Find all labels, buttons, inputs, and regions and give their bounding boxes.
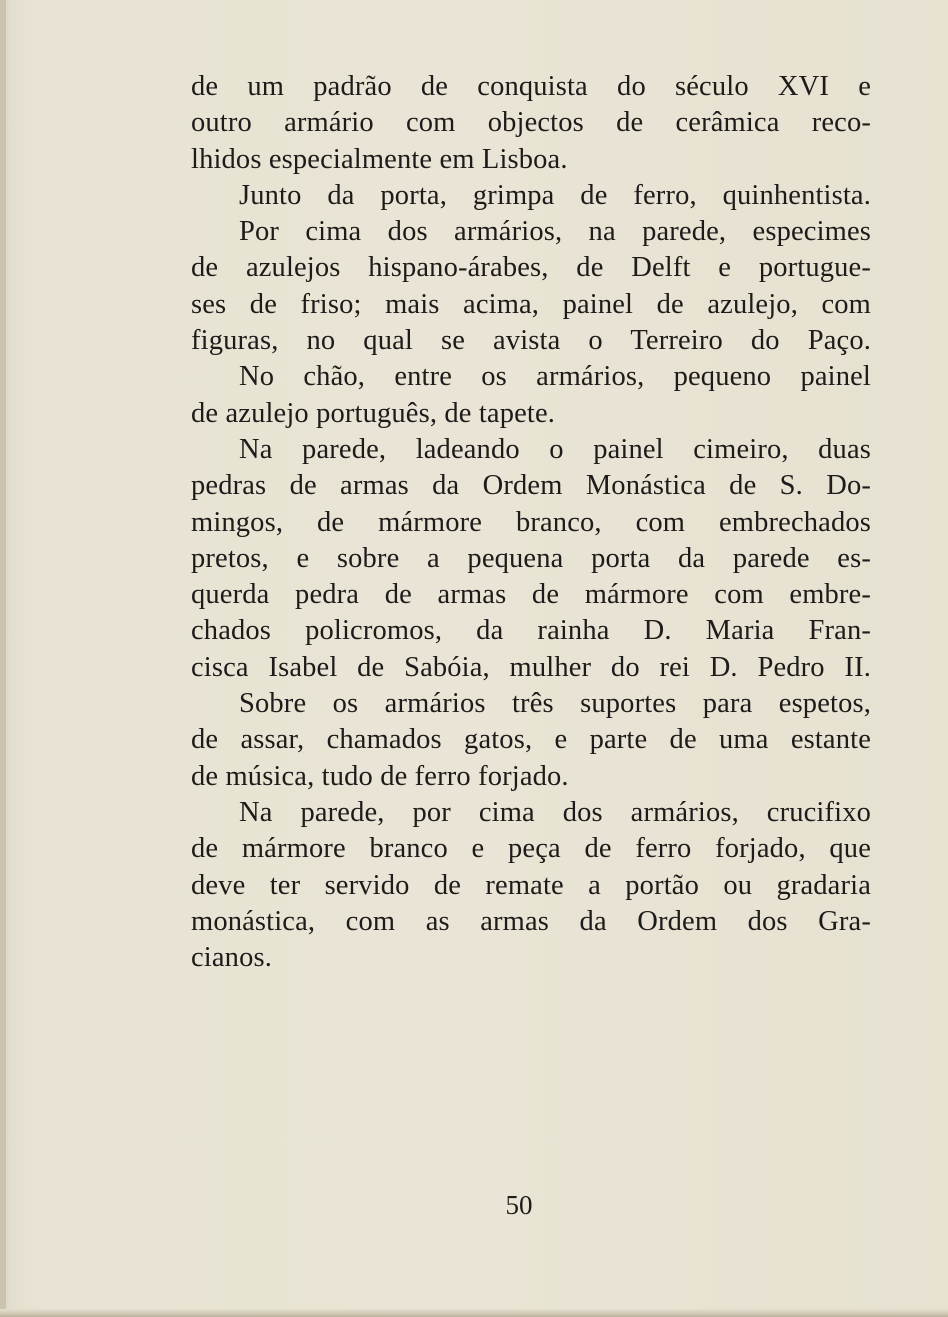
paragraph <box>191 432 871 686</box>
text-line: ses de friso; mais acima, painel de azulejo, com <box>191 288 871 320</box>
text-line: de um padrão de conquista do século XVI e <box>191 71 871 102</box>
text-line: de azulejo português, de tapete. <box>191 397 556 429</box>
text-line: pedras de armas da Ordem Monástica de S. Do- <box>191 470 871 502</box>
paragraph <box>191 69 871 178</box>
text-line: No chão, entre os armários, pequeno painel <box>239 361 871 393</box>
paragraph <box>191 795 871 976</box>
text-line: chados policromos, da rainha D. Maria Fran- <box>191 615 871 647</box>
text-line: cisca Isabel de Sabóia, mulher do rei D. Pedro II. <box>191 651 871 683</box>
text-line: de assar, chamados gatos, e parte de uma estante <box>191 724 871 756</box>
text-line: de azulejos hispano-árabes, de Delft e portugue- <box>191 252 871 284</box>
text-line: querda pedra de armas de mármore com embre- <box>191 579 871 611</box>
page-bottom-edge <box>0 1309 948 1317</box>
text-line: Na parede, ladeando o painel cimeiro, duas <box>239 433 871 465</box>
text-line: Na parede, por cima dos armários, crucifixo <box>239 796 871 828</box>
text-line: Junto da porta, grimpa de ferro, quinhentista. <box>239 179 871 211</box>
page-left-edge <box>0 0 6 1317</box>
text-line: monástica, com as armas da Ordem dos Gra- <box>191 905 871 937</box>
text-line: de mármore branco e peça de ferro forjado, que <box>191 833 871 865</box>
text-line: cianos. <box>191 942 272 974</box>
body-text <box>191 69 871 976</box>
paragraph <box>191 359 871 432</box>
paragraph <box>191 178 871 214</box>
text-line: pretos, e sobre a pequena porta da parede es- <box>191 542 871 574</box>
paragraph <box>191 214 871 359</box>
text-line: outro armário com objectos de cerâmica reco- <box>191 107 871 139</box>
page-number: 50 <box>505 1190 533 1220</box>
text-line: deve ter servido de remate a portão ou gradaria <box>191 869 871 901</box>
text-line: de música, tudo de ferro forjado. <box>191 760 569 792</box>
text-line: figuras, no qual se avista o Terreiro do Paço. <box>191 325 871 357</box>
text-line: Sobre os armários três suportes para espetos, <box>239 688 871 720</box>
paragraph <box>191 686 871 795</box>
text-line: Por cima dos armários, na parede, especimes <box>239 216 871 248</box>
text-line: mingos, de mármore branco, com embrechados <box>191 506 871 538</box>
text-line: lhidos especialmente em Lisboa. <box>191 143 568 175</box>
